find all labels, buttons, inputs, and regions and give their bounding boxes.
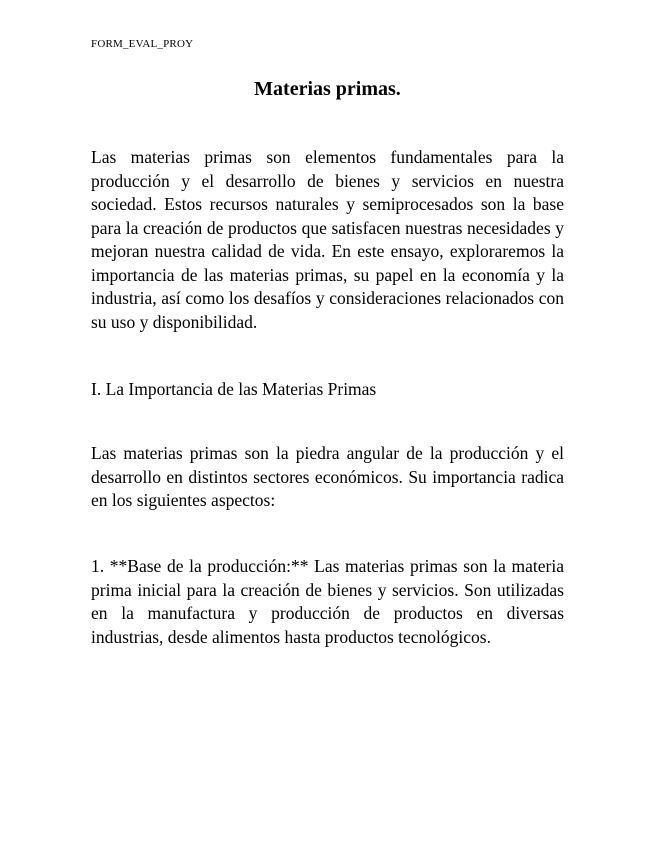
document-title: Materias primas. (254, 78, 401, 100)
section-heading: I. La Importancia de las Materias Primas (91, 379, 377, 399)
form-code-header: FORM_EVAL_PROY (91, 38, 194, 50)
intro-paragraph: Las materias primas son elementos fundamentales para la producción y el desarrollo de bienes y servicios en nuestra sociedad. Estos recursos naturales y semiprocesados son la base para la creación de productos que satisfacen nuestras necesidades y mejoran nuestra calidad de vida. En este ensayo, exploraremos la importancia de las materias primas, su papel en la economía y la industria, así como los desafíos y consideraciones relacionados con su uso y disponibilidad. (91, 147, 564, 332)
section-intro-paragraph: Las materias primas son la piedra angular de la producción y el desarrollo en distintos sectores económicos. Su importancia radica en los siguientes aspectos: (91, 443, 564, 510)
list-item-1-paragraph: 1. **Base de la producción:** Las materias primas son la materia prima inicial para la creación de bienes y servicios. Son utilizadas en la manufactura y producción de productos en diversas industrias, desde alimentos hasta productos tecnológicos. (91, 556, 564, 647)
